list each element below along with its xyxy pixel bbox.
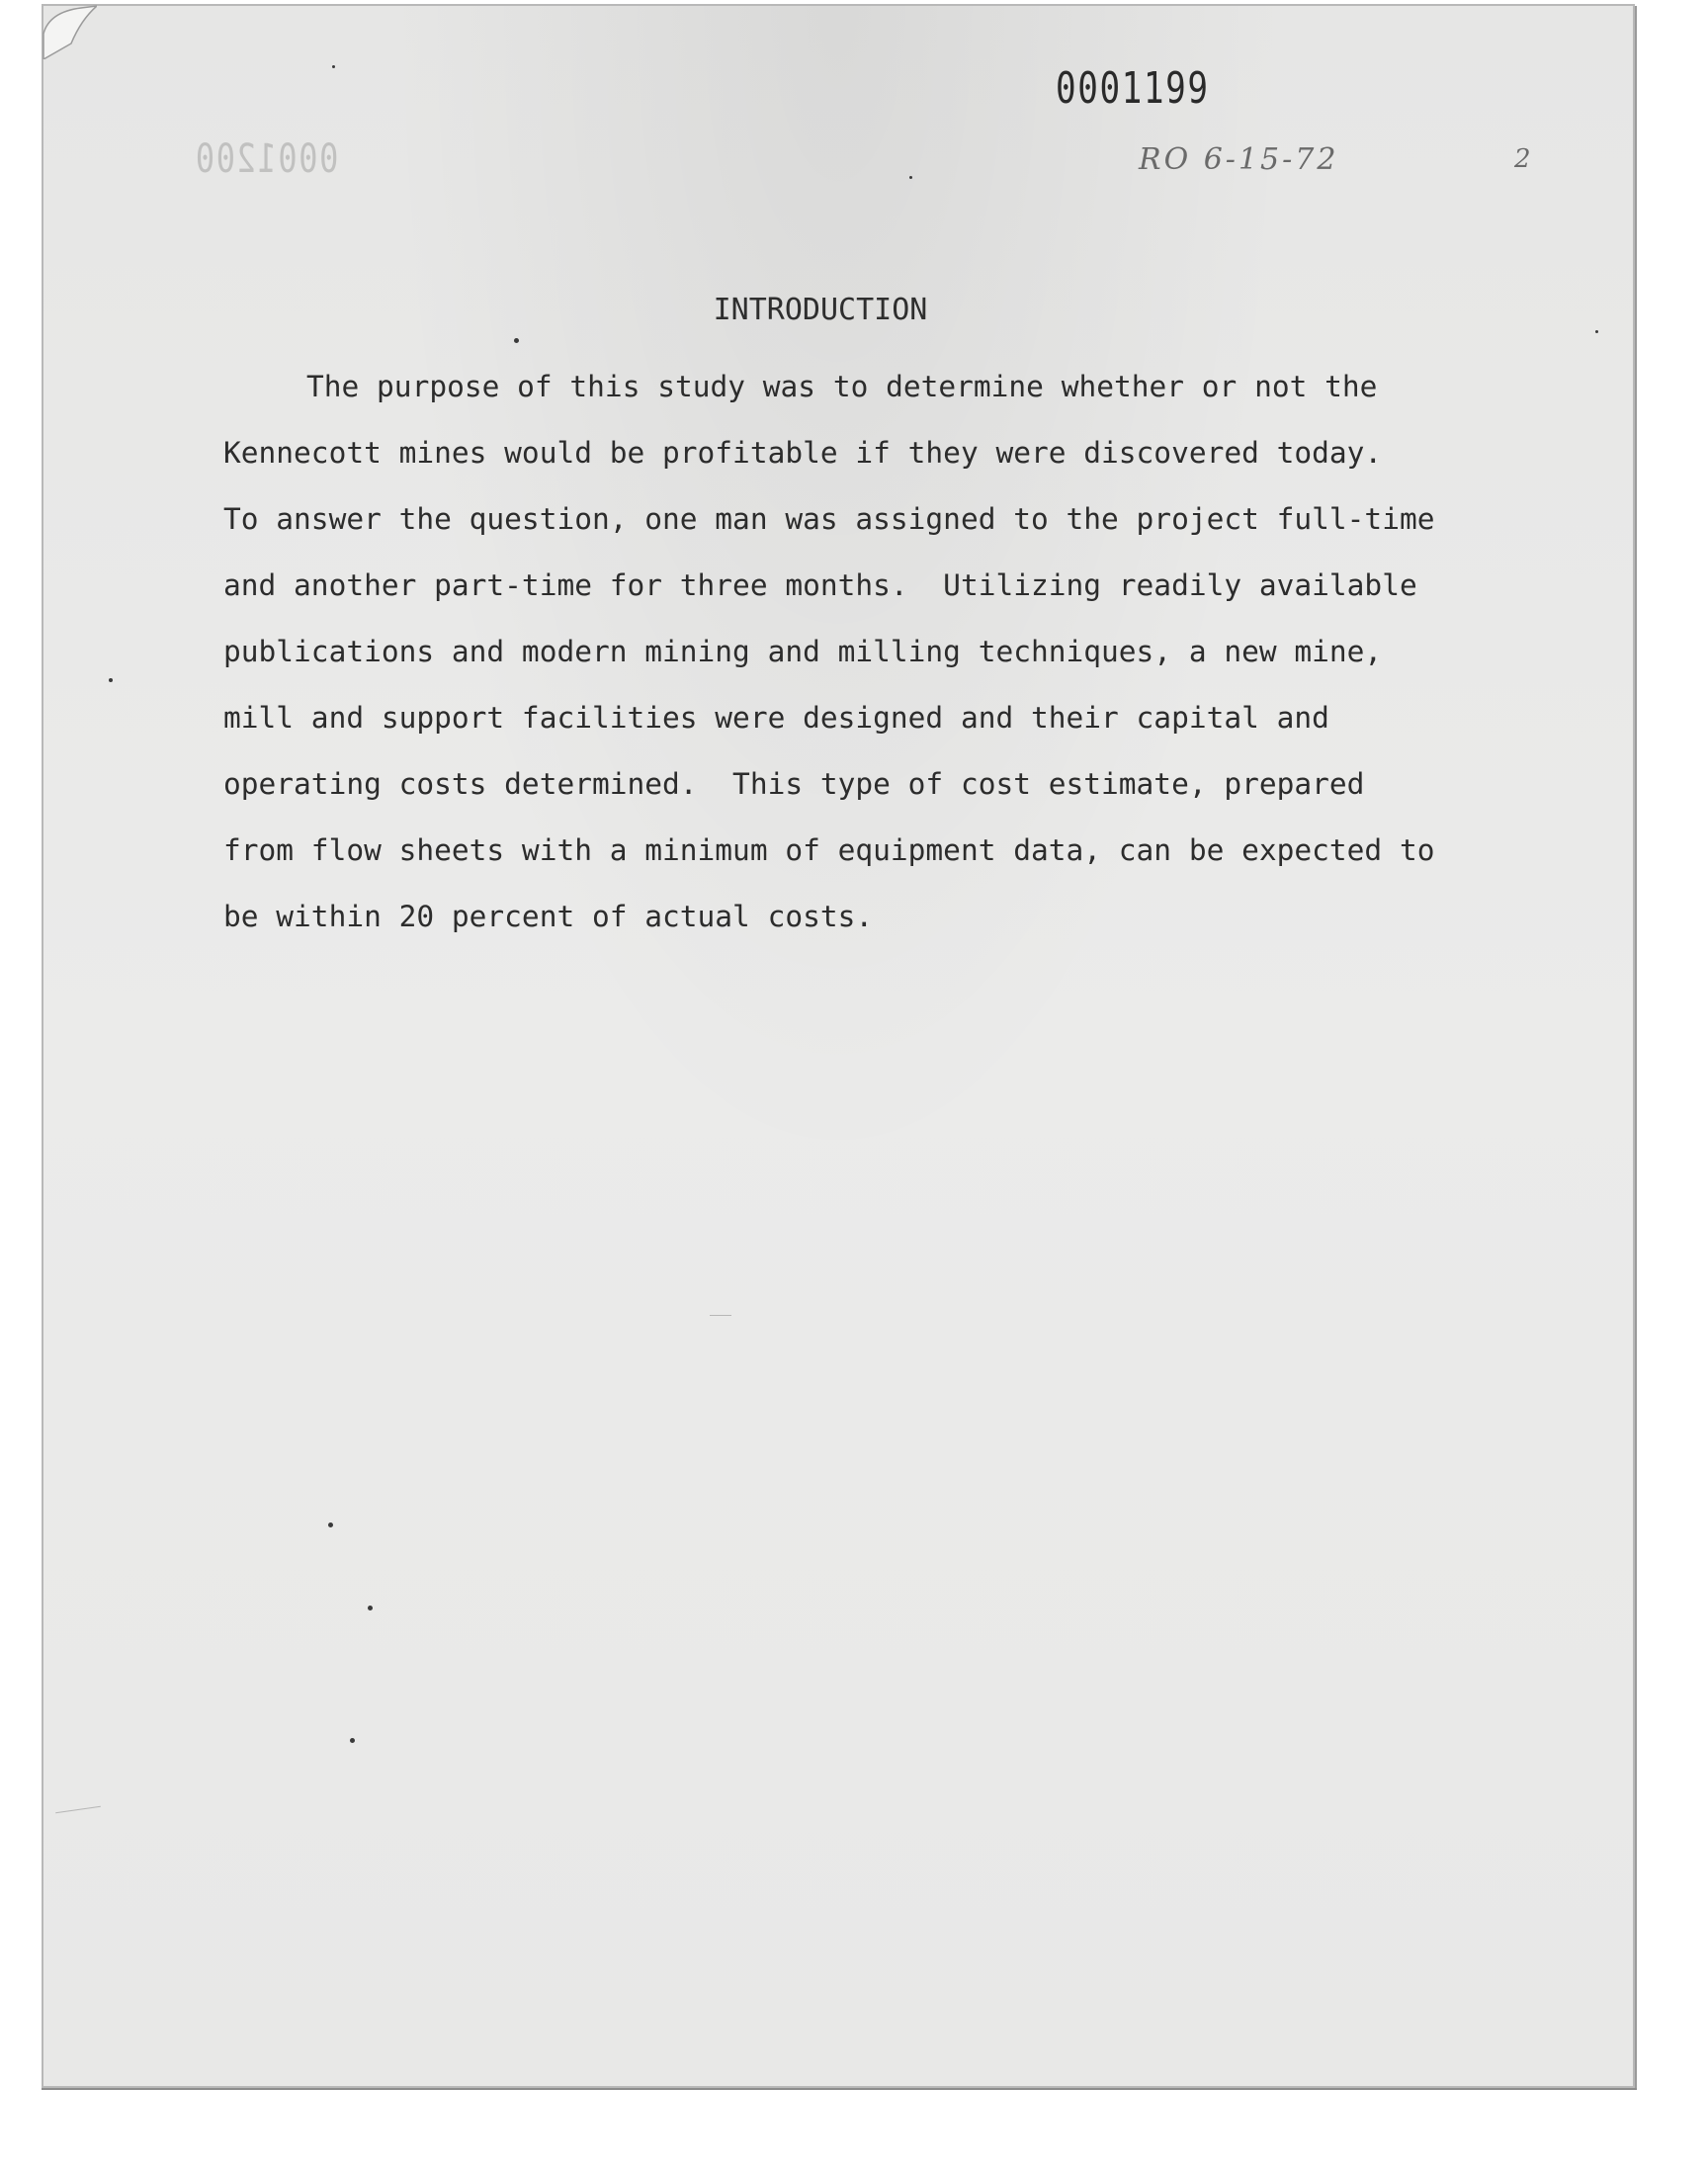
scan-speck <box>350 1738 355 1743</box>
scan-speck <box>368 1606 373 1610</box>
body-line: be within 20 percent of actual costs. <box>223 900 874 933</box>
document-number-stamp: 0001199 <box>1056 63 1210 114</box>
body-line: The purpose of this study was to determine whether or not the <box>306 370 1378 403</box>
scan-speck <box>328 1522 333 1527</box>
body-line: operating costs determined. This type of cost estimate, prepared <box>223 767 1365 801</box>
scan-speck <box>109 678 113 682</box>
scan-speck <box>1595 330 1598 333</box>
body-line: from flow sheets with a minimum of equipment data, can be expected to <box>223 833 1435 867</box>
folded-corner-icon <box>42 4 97 59</box>
scan-speck <box>332 65 335 68</box>
paper-bottom-edge <box>42 2088 1637 2090</box>
scan-speck <box>514 338 519 343</box>
bleed-through-number: 0001200 <box>194 136 339 182</box>
body-line: publications and modern mining and milling techniques, a new mine, <box>223 635 1383 668</box>
body-line: and another part-time for three months. Utilizing readily available <box>223 568 1417 602</box>
body-line: Kennecott mines would be profitable if they were discovered today. <box>223 436 1383 470</box>
scan-speck <box>909 176 912 179</box>
body-line: To answer the question, one man was assigned to the project full-time <box>223 502 1435 536</box>
section-title: INTRODUCTION <box>713 293 928 327</box>
body-paragraph <box>223 354 1435 950</box>
handwritten-date-note: RO 6-15-72 <box>1139 142 1339 177</box>
page-number-mark: 2 <box>1514 144 1531 174</box>
scan-scratch <box>710 1315 731 1316</box>
body-line: mill and support facilities were designed and their capital and <box>223 701 1329 735</box>
